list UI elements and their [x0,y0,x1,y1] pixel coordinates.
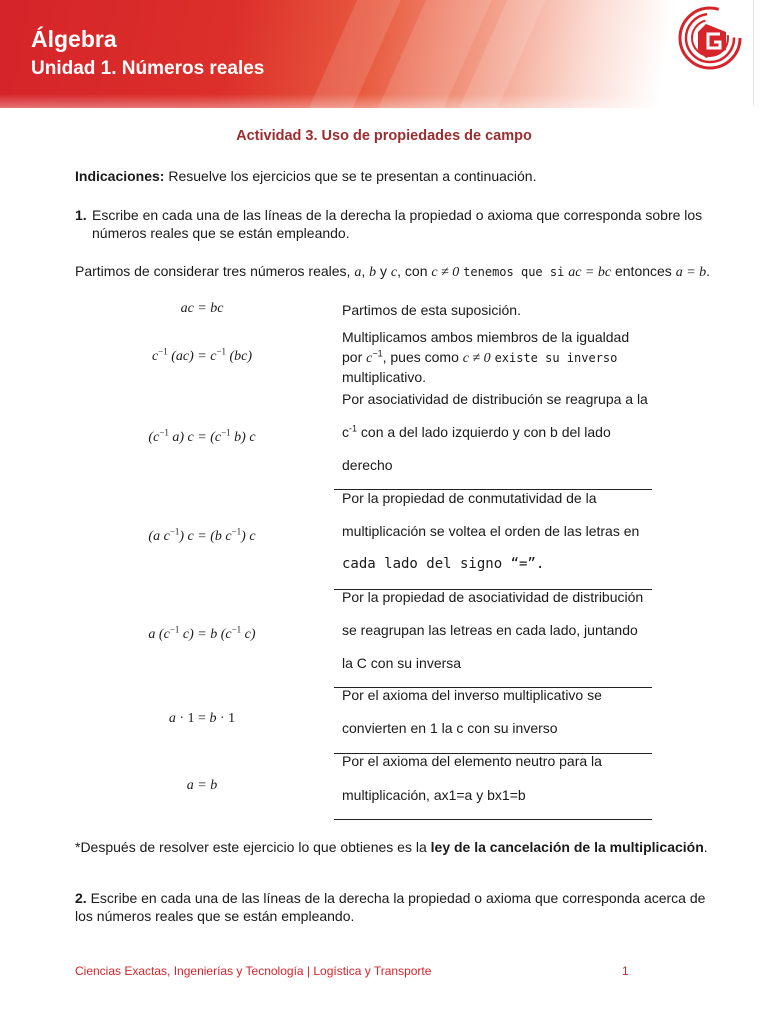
step-6-property-line2: convierten en 1 la c con su inverso [342,720,558,736]
exercise-1-line1: Escribe en cada una de las líneas de la derecha la propiedad o axioma que corresponda sobre los [92,207,703,223]
step-3-property-line2: $c^{-1}$ con a del lado izquierdo y con b del lado [342,423,611,440]
step-3-property-line3: derecho [342,457,393,473]
banner-fade [0,94,768,108]
university-logo-icon [676,4,744,72]
instructions-text: Resuelve los ejercicios que se te presentan a continuación. [168,168,537,184]
header-divider [753,0,754,106]
header-banner [0,0,768,108]
footer-program: Ciencias Exactas, Ingenierías y Tecnología | Logística y Transporte [75,964,432,978]
step-2-property-line3: multiplicativo. [342,369,427,385]
equation-step-4: (a $c^{-1}$) c = (b $c^{-1}$) c [148,526,256,544]
cancellation-law: ley de la cancelación de la multiplicación [430,839,704,855]
exercise-2-line2: los números reales que se están empleando. [75,908,355,924]
page-number: 1 [622,964,629,978]
instructions [75,167,536,185]
step-5-property-line2: se reagrupan las letreas en cada lado, juntando [342,622,638,638]
equation-step-2: $c^{-1}$ $(ac) = c^{-1}$ (bc) [151,346,253,364]
step-5-property-line1: Por la propiedad de asociatividad de distribución [342,589,644,605]
step-4-property-line1: Por la propiedad de conmutatividad de la [342,490,597,506]
step-1-property: Partimos de esta suposición. [342,302,521,318]
instructions-label: Indicaciones: [75,168,165,184]
step-6-property-line1: Por el axioma del inverso multiplicativo se [342,687,602,703]
exercise-1-number: 1. [75,207,87,223]
equation-step-1: ac = bc [180,301,224,316]
answer-line [334,819,652,820]
conclusion: *Después de resolver este ejercicio lo que obtienes es la ley de la cancelación de la multiplicación. [75,839,708,855]
step-4-property-line3: cada lado del signo “=”. [342,556,545,572]
step-2-property-line2: por $c^{-1}$, pues como c ≠ 0 existe su inverso [342,348,618,366]
exercise-2-line1: 2. Escribe en cada una de las líneas de la derecha la propiedad o axioma que corresponda acerca de [75,890,706,906]
step-2-property-line1: Multiplicamos ambos miembros de la igualdad [342,329,630,345]
step-7-property-line2: multiplicación, ax1=a y bx1=b [342,787,526,803]
unit-title: Unidad 1. Números reales [31,58,265,79]
exercise-1-line2: números reales que se están empleando. [92,225,350,241]
activity-title: Actividad 3. Uso de propiedades de campo [236,128,532,144]
step-3-property-line1: Por asociatividad de distribución se reagrupa a la [342,391,648,407]
course-title: Álgebra [31,26,117,52]
equation-step-5: a ($c^{-1}$ c) = b ($c^{-1}$ c) [148,624,256,642]
equation-step-6: a · 1 = b · 1 [168,711,236,726]
step-5-property-line3: la C con su inversa [342,655,462,671]
step-7-property-line1: Por el axioma del elemento neutro para la [342,753,602,769]
premise-sentence: Partimos de considerar tres números reales, a, b y c, con c ≠ 0 tenemos que si ac = bc entonces a = b. [75,263,711,280]
equation-step-3: ($c^{-1}$ a) $c = (c^{-1}$ b) c [148,427,256,445]
step-4-property-line2: multiplicación se voltea el orden de las letras en [342,523,640,539]
exercise-2-number: 2. [75,890,87,906]
equation-step-7: a = b [186,778,218,793]
